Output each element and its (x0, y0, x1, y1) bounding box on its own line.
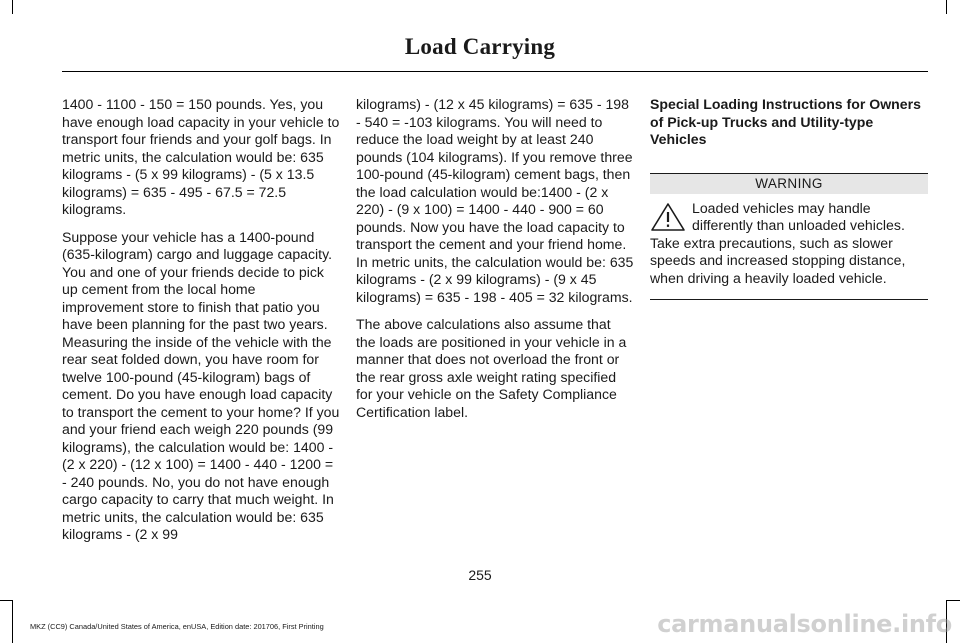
crop-mark-top-left (12, 0, 13, 14)
paragraph: kilograms) - (12 x 45 kilograms) = 635 - 198 - 540 = -103 kilograms. You will need to reduce the load weight by at least 240 pounds (104 kilograms). If you remove three 100-pound (45-kilogram) cement bags, then the load calculation would be:1400 - (2 x 220) - (9 x 100) = 1400 - 440 - 900 = 60 pounds. Now you have the load capacity to transport the cement and your friend home. In metric units, the calculation would be: 635 kilograms - (2 x 99 kilograms) - (9 x 45 kilograms) = 635 - 198 - 405 = 32 kilograms. (356, 96, 634, 305)
header-rule (62, 71, 928, 72)
warning-box (650, 173, 928, 301)
crop-mark-bottom-left-v (12, 600, 13, 643)
crop-mark-bottom-right-h (946, 600, 960, 601)
crop-mark-bottom-left-h (0, 600, 13, 601)
paragraph: 1400 - 1100 - 150 = 150 pounds. Yes, you have enough load capacity in your vehicle to transport four friends and your golf bags. In metric units, the calculation would be: 635 kilograms - (5 x 99 kilograms) - (5 x 13.5 kilograms) = 635 - 495 - 67.5 = 72.5 kilograms. (62, 96, 340, 217)
warning-label: WARNING (650, 174, 928, 194)
column-middle (356, 96, 634, 431)
column-right (650, 96, 928, 300)
page-title: Load Carrying (404, 34, 556, 59)
warning-triangle-icon (650, 202, 686, 232)
page-number: 255 (468, 567, 492, 583)
watermark: carmanualsonline.info (657, 610, 952, 638)
warning-body (650, 194, 928, 300)
warning-text: Loaded vehicles may handle differently than unloaded vehicles. Take extra precautions, such as slower speeds and increased stopping distance, when driving a heavily loaded vehicle. (650, 199, 906, 286)
crop-mark-top-right (946, 0, 947, 14)
paragraph: The above calculations also assume that the loads are positioned in your vehicle in a manner that does not overload the front or the rear gross axle weight rating specified for your vehicle on the Safety Compliance Certification label. (356, 316, 627, 420)
column-left (62, 96, 340, 554)
footer-edition-info: MKZ (CC9) Canada/United States of America, enUSA, Edition date: 201706, First Printing (30, 622, 324, 631)
paragraph: Suppose your vehicle has a 1400-pound (635-kilogram) cargo and luggage capacity. You and one of your friends decide to pick up cement from the local home improvement store to finish that patio you have been planning for the past two years. Measuring the inside of the vehicle with the rear seat folded down, you have room for twelve 100-pound (45-kilogram) bags of cement. Do you have enough load capacity to transport the cement to your home? If you and your friend each weigh 220 pounds (99 kilograms), the calculation would be: 1400 - (2 x 220) - (12 x 100) = 1400 - 440 - 1200 = - 240 pounds. No, you do not have enough cargo capacity to carry that much weight. In metric units, the calculation would be: 635 kilograms - (2 x 99 (62, 228, 340, 542)
section-heading: Special Loading Instructions for Owners of Pick-up Trucks and Utility-type Vehicles (650, 96, 921, 147)
